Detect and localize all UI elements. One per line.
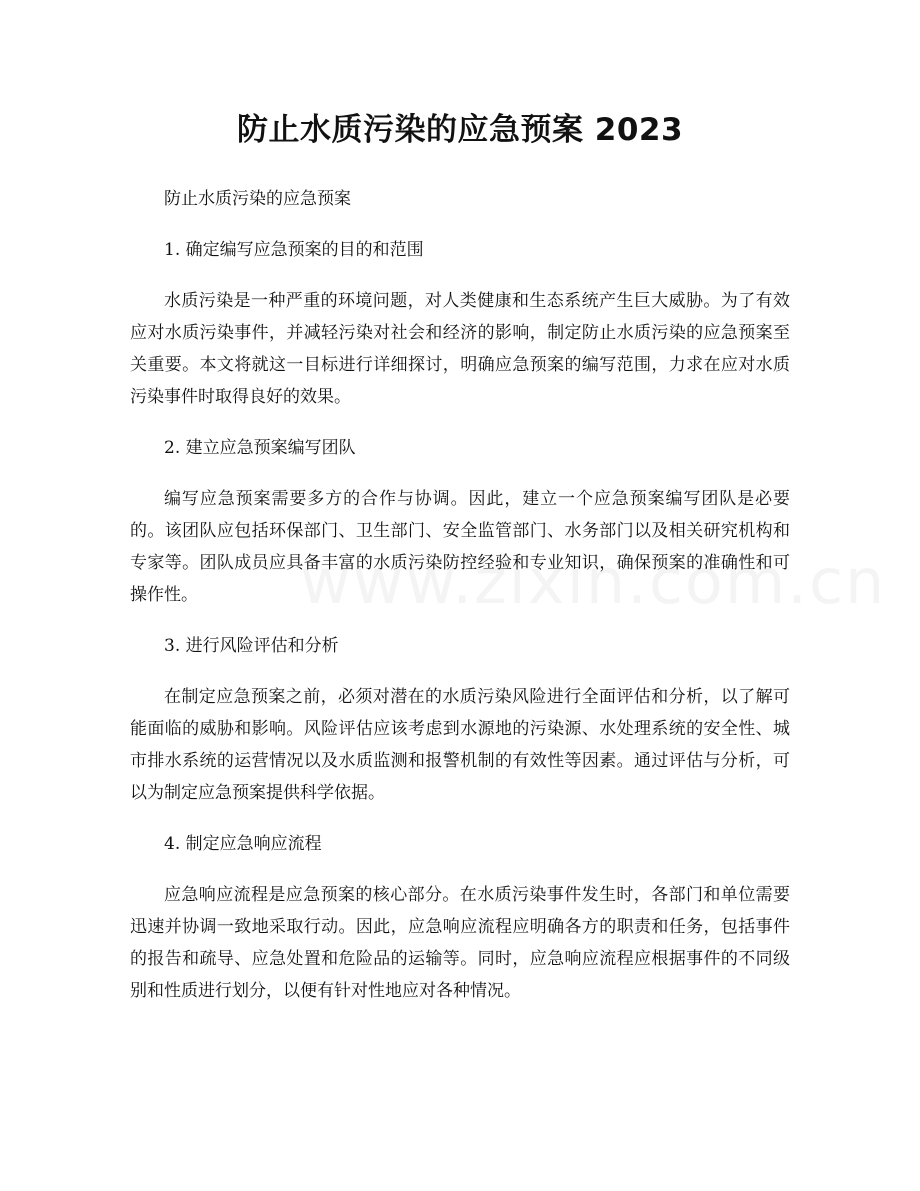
page-title: 防止水质污染的应急预案 2023: [236, 112, 684, 148]
document-subtitle: 防止水质污染的应急预案: [164, 189, 351, 209]
section-3-body: 在制定应急预案之前，必须对潜在的水质污染风险进行全面评估和分析，以了解可能面临的威胁和影响。风险评估应该考虑到水源地的污染源、水处理系统的安全性、城市排水系统的运营情况以及水质监测和报警机制的有效性等因素。通过评估与分析，可以为制定应急预案提供科学依据。: [130, 687, 790, 803]
section-4-heading: 4. 制定应急响应流程: [164, 834, 322, 854]
section-1-body: 水质污染是一种严重的环境问题，对人类健康和生态系统产生巨大威胁。为了有效应对水质污染事件，并减轻污染对社会和经济的影响，制定防止水质污染的应急预案至关重要。本文将就这一目标进行详细探讨，明确应急预案的编写范围，力求在应对水质污染事件时取得良好的效果。: [130, 291, 790, 407]
section-2-heading: 2. 建立应急预案编写团队: [164, 438, 356, 458]
document-body: [130, 183, 790, 1026]
section-2-body: 编写应急预案需要多方的合作与协调。因此，建立一个应急预案编写团队是必要的。该团队应包括环保部门、卫生部门、安全监管部门、水务部门以及相关研究机构和专家等。团队成员应具备丰富的水质污染防控经验和专业知识，确保预案的准确性和可操作性。: [130, 489, 790, 605]
section-1-heading: 1. 确定编写应急预案的目的和范围: [164, 240, 424, 260]
section-4-body: 应急响应流程是应急预案的核心部分。在水质污染事件发生时，各部门和单位需要迅速并协调一致地采取行动。因此，应急响应流程应明确各方的职责和任务，包括事件的报告和疏导、应急处置和危险品的运输等。同时，应急响应流程应根据事件的不同级别和性质进行划分，以便有针对性地应对各种情况。: [130, 885, 790, 1001]
section-3-heading: 3. 进行风险评估和分析: [164, 636, 339, 656]
